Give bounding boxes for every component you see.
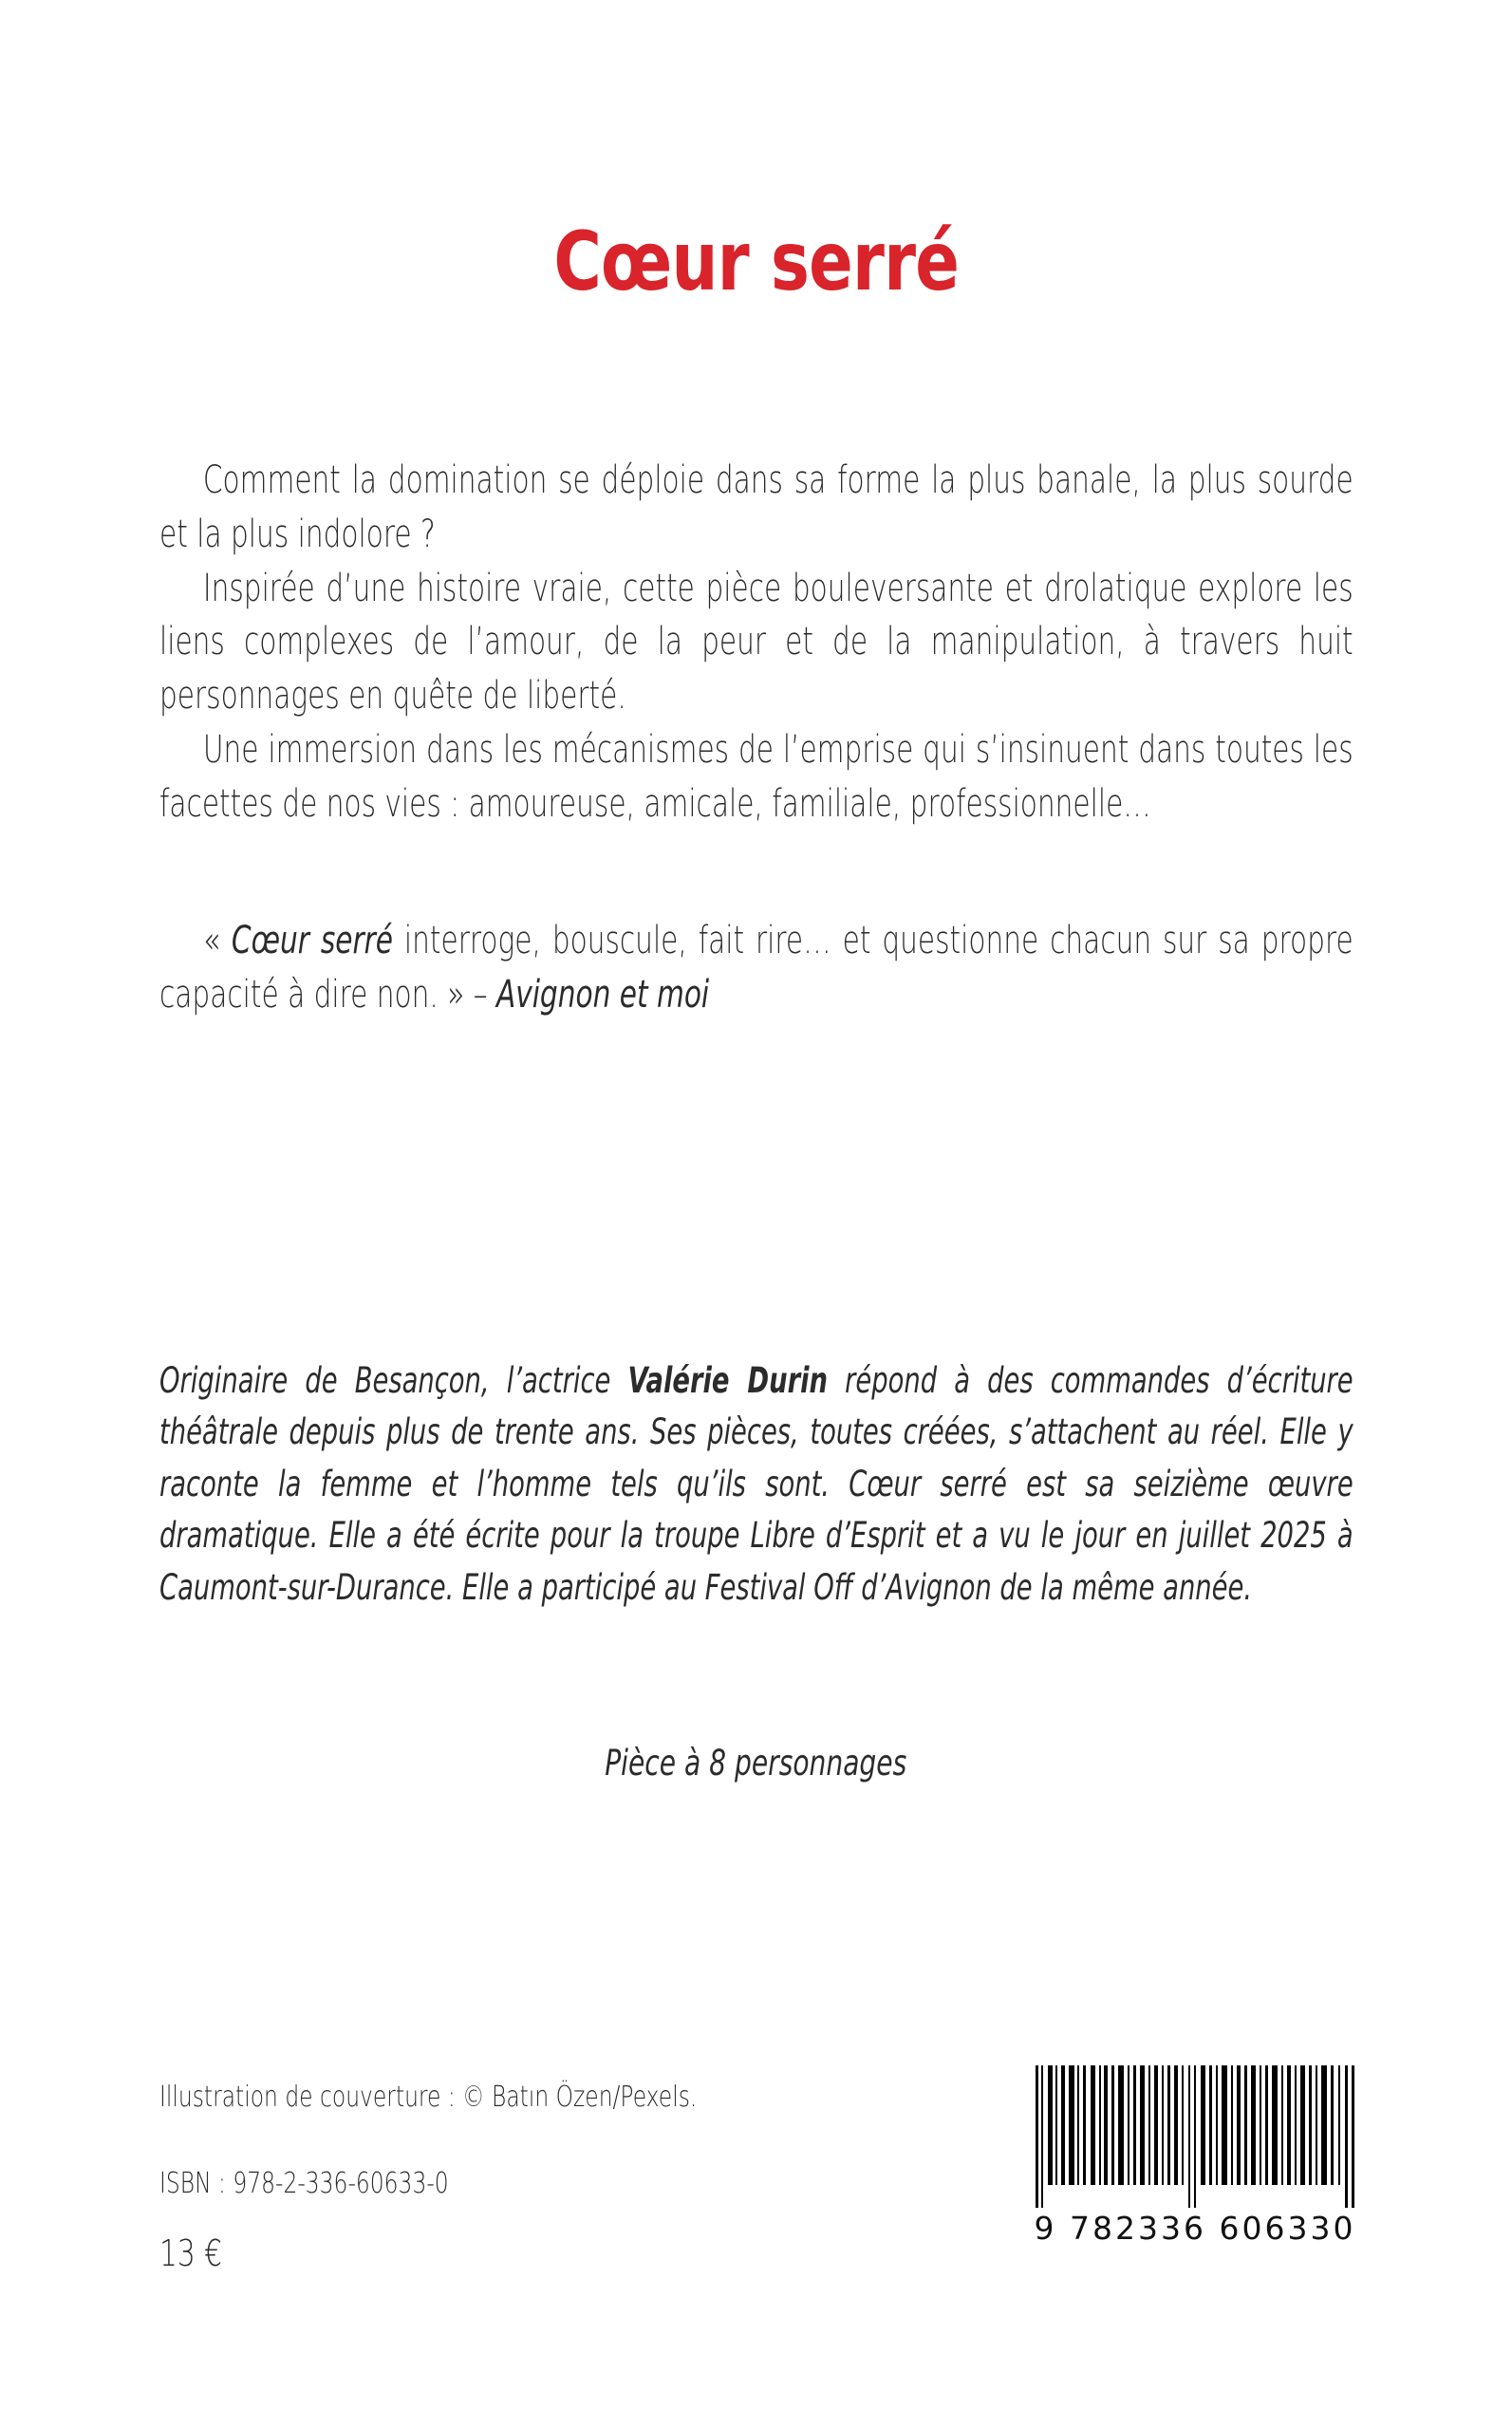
press-quote <box>159 914 1353 1022</box>
isbn-line: ISBN : 978-2-336-60633-0 <box>159 2167 449 2200</box>
price-label: 13 € <box>159 2232 222 2274</box>
biography-lead: Originaire de Besançon, l’actrice <box>159 1360 628 1401</box>
illustration-credit: Illustration de couverture : © Batın Özen/Pexels. <box>159 2081 698 2114</box>
page-title: Cœur serré <box>553 214 959 309</box>
author-biography <box>159 1355 1353 1614</box>
cast-note <box>0 1743 1512 1783</box>
barcode-bars-icon <box>1030 2065 1360 2208</box>
footer <box>159 2081 1360 2318</box>
synopsis-paragraph-3: Une immersion dans les mécanismes de l’emprise qui s’insinuent dans toutes les facettes de nos vies : amoureuse, amicale, familiale, professionnelle… <box>159 727 1353 826</box>
cast-note-label: Pièce à 8 personnages <box>605 1743 907 1783</box>
barcode <box>1030 2065 1360 2247</box>
biography-text <box>159 1355 1353 1614</box>
quote-source: Avignon et moi <box>495 972 710 1017</box>
author-name: Valérie Durin <box>627 1360 828 1401</box>
synopsis-block <box>159 454 1353 831</box>
synopsis-paragraph-2: Inspirée d’une histoire vraie, cette pièce bouleversante et drolatique explore les liens complexes de l’amour, de la peur et de la manipulation, à travers huit personnages en quête de liberté. <box>159 566 1353 719</box>
synopsis-paragraph-1: Comment la domination se déploie dans sa forme la plus banale, la plus sourde et la plus indolore ? <box>159 458 1353 556</box>
press-quote-block <box>159 914 1353 1022</box>
biography-rest: répond à des commandes d’écriture théâtrale depuis plus de trente ans. Ses pièces, toutes créées, s’attachent au réel. Elle y raconte la femme et l’homme tels qu’ils sont. Cœur serré est sa seizième œuvre dramatique. Elle a été écrite pour la troupe Libre d’Esprit et a vu le jour en juillet 2025 à Caumont-sur-Durance. Elle a participé au Festival Off d’Avignon de la même année. <box>159 1360 1353 1608</box>
quote-title: Cœur serré <box>231 919 394 962</box>
title-block <box>0 166 1512 357</box>
quote-body: interroge, bouscule, fait rire… et questionne chacun sur sa propre capacité à dire non. » – <box>159 919 1353 1017</box>
footer-left <box>159 2081 938 2274</box>
barcode-digits: 9 782336 606330 <box>1034 2210 1356 2247</box>
quote-open-mark: « <box>202 919 232 962</box>
